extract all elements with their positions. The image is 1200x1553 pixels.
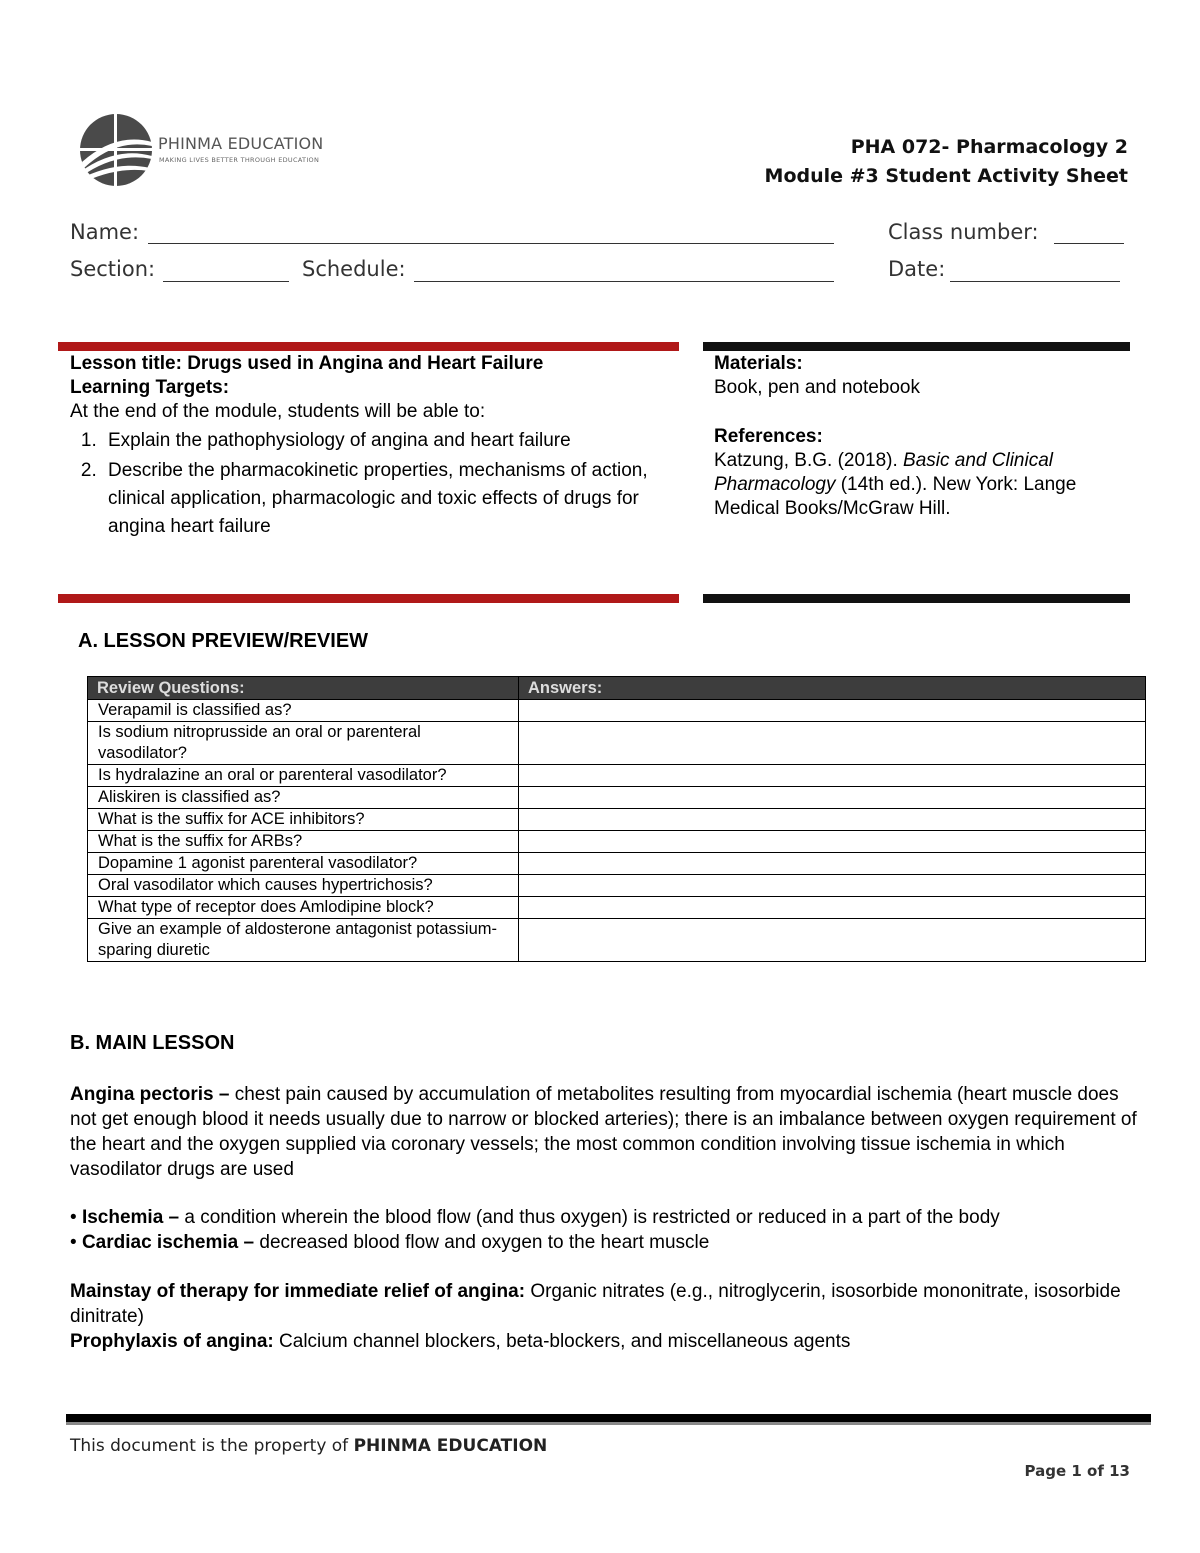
references-label: References: — [714, 426, 823, 447]
targets-list — [32, 428, 670, 541]
phinma-emblem-icon — [76, 112, 156, 192]
question-cell: Oral vasodilator which causes hypertrichosis? — [88, 875, 519, 897]
table-row — [88, 809, 1146, 831]
table-row — [88, 853, 1146, 875]
course-title: PHA 072- Pharmacology 2 — [850, 136, 1128, 158]
prophylaxis-def: Calcium channel blockers, beta-blockers, and miscellaneous agents — [279, 1331, 851, 1352]
angina-definition — [70, 1082, 1140, 1182]
learning-targets-label: Learning Targets: — [70, 377, 230, 398]
table-row — [88, 722, 1146, 765]
mainstay-paragraph — [70, 1279, 1140, 1329]
date-field[interactable] — [950, 281, 1120, 282]
lesson-title-label: Lesson title: — [70, 353, 182, 374]
ischemia-bullets — [70, 1205, 1150, 1255]
question-cell: Is hydralazine an oral or parenteral vasodilator? — [88, 765, 519, 787]
angina-term: Angina pectoris – — [70, 1084, 230, 1105]
list-item: • Cardiac ischemia – decreased blood flow and oxygen to the heart muscle — [70, 1232, 710, 1253]
page-current: 1 — [1071, 1462, 1082, 1480]
bullet-def: decreased blood flow and oxygen to the heart muscle — [259, 1232, 710, 1253]
table-row — [88, 831, 1146, 853]
bullet-def: a condition wherein the blood flow (and thus oxygen) is restricted or reduced in a part of the body — [184, 1207, 1000, 1228]
angina-def: chest pain caused by accumulation of metabolites resulting from myocardial ischemia (heart muscle does not get enough blood it needs usually due to narrow or blocked arteries); there is an imbalance between oxygen requirement of the heart and the oxygen supplied via coronary vessels; the most common condition involving tissue ischemia in which vasodilator drugs are used — [70, 1084, 1137, 1180]
materials-box-bottom-bar — [703, 594, 1130, 603]
reference-author: Katzung, B.G. (2018). — [714, 450, 898, 471]
review-table — [87, 676, 1146, 962]
mainstay-def: Organic nitrates (e.g., nitroglycerin, isosorbide mononitrate, isosorbide dinitrate) — [70, 1281, 1121, 1327]
target-item: 1. Explain the pathophysiology of angina and heart failure — [102, 428, 670, 453]
targets-intro: At the end of the module, students will be able to: — [70, 401, 486, 422]
footer-text — [70, 1436, 547, 1456]
table-row — [88, 897, 1146, 919]
list-item: • Ischemia – a condition wherein the blood flow (and thus oxygen) is restricted or reduced in a part of the body — [70, 1207, 1000, 1228]
question-cell: What type of receptor does Amlodipine block? — [88, 897, 519, 919]
answer-cell[interactable] — [519, 875, 1146, 897]
table-row — [88, 875, 1146, 897]
answer-cell[interactable] — [519, 919, 1146, 962]
answer-cell[interactable] — [519, 897, 1146, 919]
materials-box — [714, 352, 1124, 521]
mainstay-term: Mainstay of therapy for immediate relief of angina: — [70, 1281, 526, 1302]
question-cell: Verapamil is classified as? — [88, 700, 519, 722]
answer-cell[interactable] — [519, 853, 1146, 875]
class-number-label: Class number: — [888, 220, 1039, 244]
section-field[interactable] — [163, 281, 289, 282]
lesson-box-top-bar — [58, 342, 679, 351]
module-title: Module #3 Student Activity Sheet — [764, 165, 1128, 187]
question-cell: Is sodium nitroprusside an oral or parenteral vasodilator? — [88, 722, 519, 765]
question-cell: Dopamine 1 agonist parenteral vasodilator? — [88, 853, 519, 875]
logo-brand: PHINMA EDUCATION — [158, 134, 324, 153]
reference-book: Basic and Clinical Pharmacology — [714, 450, 1054, 495]
date-label: Date: — [888, 257, 946, 281]
prophylaxis-paragraph — [70, 1329, 1140, 1354]
materials-box-top-bar — [703, 342, 1130, 351]
reference-entry — [714, 449, 1124, 521]
name-field[interactable] — [148, 243, 834, 244]
lesson-box-bottom-bar — [58, 594, 679, 603]
bullet-term: Cardiac ischemia – — [81, 1232, 255, 1253]
table-row — [88, 765, 1146, 787]
schedule-label: Schedule: — [302, 257, 406, 281]
materials-label: Materials: — [714, 353, 803, 374]
footer-bar — [66, 1414, 1151, 1422]
col-questions: Review Questions: — [88, 677, 519, 700]
answer-cell[interactable] — [519, 700, 1146, 722]
answer-cell[interactable] — [519, 765, 1146, 787]
page-number — [1025, 1462, 1130, 1480]
lesson-box — [70, 352, 670, 541]
reference-rest: (14th ed.). New York: Lange Medical Books/McGraw Hill. — [714, 474, 1077, 519]
question-cell: What is the suffix for ARBs? — [88, 831, 519, 853]
materials-text: Book, pen and notebook — [714, 377, 921, 398]
table-row — [88, 919, 1146, 962]
name-label: Name: — [70, 220, 140, 244]
phinma-logo — [76, 112, 346, 192]
answer-cell[interactable] — [519, 831, 1146, 853]
schedule-field[interactable] — [414, 281, 834, 282]
table-row — [88, 787, 1146, 809]
page-of: of — [1087, 1462, 1104, 1480]
section-label: Section: — [70, 257, 156, 281]
lesson-title: Drugs used in Angina and Heart Failure — [187, 353, 544, 374]
page-label: Page — [1024, 1462, 1067, 1480]
bullet-term: Ischemia – — [81, 1207, 180, 1228]
table-row — [88, 700, 1146, 722]
footer-brand: PHINMA EDUCATION — [353, 1436, 548, 1456]
table-header-row — [88, 677, 1146, 700]
question-cell: Give an example of aldosterone antagonist potassium-sparing diuretic — [88, 919, 519, 962]
footer-ownership: This document is the property of — [70, 1436, 349, 1456]
section-b-heading: B. MAIN LESSON — [70, 1032, 235, 1054]
answer-cell[interactable] — [519, 809, 1146, 831]
target-item: 2. Describe the pharmacokinetic properties, mechanisms of action, clinical application, pharmacologic and toxic effects of drugs for angina heart failure — [102, 457, 670, 541]
page-total: 13 — [1109, 1462, 1130, 1480]
logo-tagline: MAKING LIVES BETTER THROUGH EDUCATION — [159, 156, 320, 164]
answer-cell[interactable] — [519, 722, 1146, 765]
answer-cell[interactable] — [519, 787, 1146, 809]
col-answers: Answers: — [519, 677, 1146, 700]
course-heading — [765, 133, 1128, 191]
class-number-field[interactable] — [1054, 243, 1124, 244]
question-cell: What is the suffix for ACE inhibitors? — [88, 809, 519, 831]
prophylaxis-term: Prophylaxis of angina: — [70, 1331, 274, 1352]
therapy-section — [70, 1279, 1140, 1354]
question-cell: Aliskiren is classified as? — [88, 787, 519, 809]
section-a-heading: A. LESSON PREVIEW/REVIEW — [78, 630, 369, 652]
